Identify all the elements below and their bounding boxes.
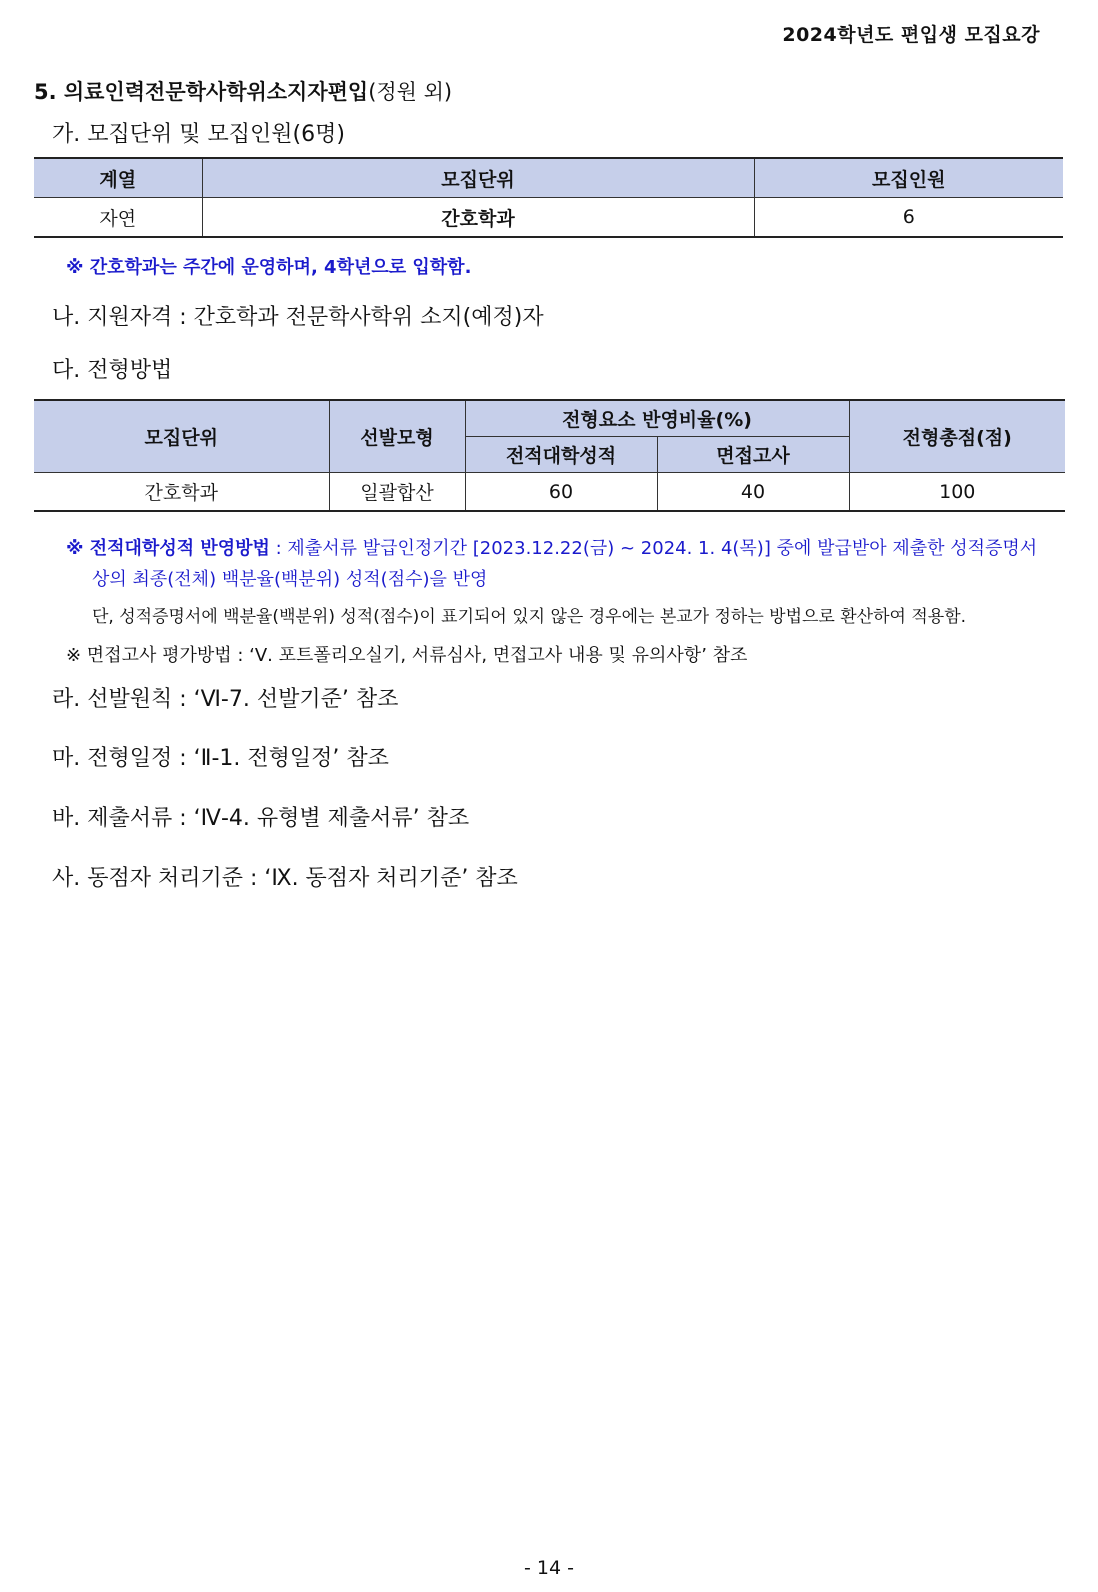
table-row bbox=[34, 473, 1065, 512]
table-header-row bbox=[34, 400, 1065, 437]
cell-field: 자연 bbox=[34, 198, 202, 238]
note-grade-text: : 제출서류 발급인정기간 [2023.12.22(금) ~ 2024. 1. 4(목)] 중에 발급받아 제출한 성적증명서 bbox=[269, 538, 1038, 559]
header-count: 모집인원 bbox=[754, 158, 1063, 198]
recruitment-table bbox=[34, 157, 1063, 238]
item-ga: 가. 모집단위 및 모집인원(6명) bbox=[52, 122, 345, 147]
note-conversion: 단, 성적증명서에 백분율(백분위) 성적(점수)이 표기되어 있지 않은 경우에는 본교가 정하는 방법으로 환산하여 적용함. bbox=[92, 607, 967, 627]
item-na: 나. 지원자격 : 간호학과 전문학사학위 소지(예정)자 bbox=[52, 305, 544, 330]
section-title-main: 5. 의료인력전문학사학위소지자편입 bbox=[34, 80, 369, 104]
item-ra: 라. 선발원칙 : ‘Ⅵ-7. 선발기준’ 참조 bbox=[52, 687, 399, 712]
header-grade: 전적대학성적 bbox=[465, 437, 657, 473]
header-field: 계열 bbox=[34, 158, 202, 198]
header-ratio: 전형요소 반영비율(%) bbox=[465, 400, 849, 437]
note-interview-eval: ※ 면접고사 평가방법 : ‘Ⅴ. 포트폴리오실기, 서류심사, 면접고사 내용 및 유의사항’ 참조 bbox=[66, 645, 748, 666]
cell-type: 일괄합산 bbox=[329, 473, 465, 512]
header-unit: 모집단위 bbox=[202, 158, 754, 198]
cell-total: 100 bbox=[849, 473, 1065, 512]
note-grade-bold: 전적대학성적 반영방법 bbox=[89, 538, 270, 559]
table-header-row bbox=[34, 158, 1063, 198]
page-number: - 14 - bbox=[524, 1557, 574, 1579]
cell-interview: 40 bbox=[657, 473, 849, 512]
section-title-suffix: (정원 외) bbox=[368, 80, 453, 104]
item-sa: 사. 동점자 처리기준 : ‘Ⅸ. 동점자 처리기준’ 참조 bbox=[52, 866, 518, 891]
cell-unit: 간호학과 bbox=[34, 473, 329, 512]
cell-count: 6 bbox=[754, 198, 1063, 238]
item-ma: 마. 전형일정 : ‘Ⅱ-1. 전형일정’ 참조 bbox=[52, 746, 389, 771]
header-interview: 면접고사 bbox=[657, 437, 849, 473]
note-grade-prefix: ※ bbox=[66, 538, 90, 559]
selection-method-table bbox=[34, 399, 1065, 512]
note-grade-method bbox=[66, 533, 1056, 595]
header-total: 전형총점(점) bbox=[849, 400, 1065, 473]
item-da: 다. 전형방법 bbox=[52, 358, 173, 383]
document-header: 2024학년도 편입생 모집요강 bbox=[782, 24, 1040, 46]
cell-unit: 간호학과 bbox=[202, 198, 754, 238]
header-type: 선발모형 bbox=[329, 400, 465, 473]
item-ba: 바. 제출서류 : ‘Ⅳ-4. 유형별 제출서류’ 참조 bbox=[52, 806, 470, 831]
section-title bbox=[34, 76, 452, 106]
table-row bbox=[34, 198, 1063, 238]
cell-grade: 60 bbox=[465, 473, 657, 512]
note-grade-line2: 상의 최종(전체) 백분율(백분위) 성적(점수)을 반영 bbox=[92, 569, 488, 590]
note-nursing-schedule: ※ 간호학과는 주간에 운영하며, 4학년으로 입학함. bbox=[66, 257, 472, 278]
header-unit: 모집단위 bbox=[34, 400, 329, 473]
